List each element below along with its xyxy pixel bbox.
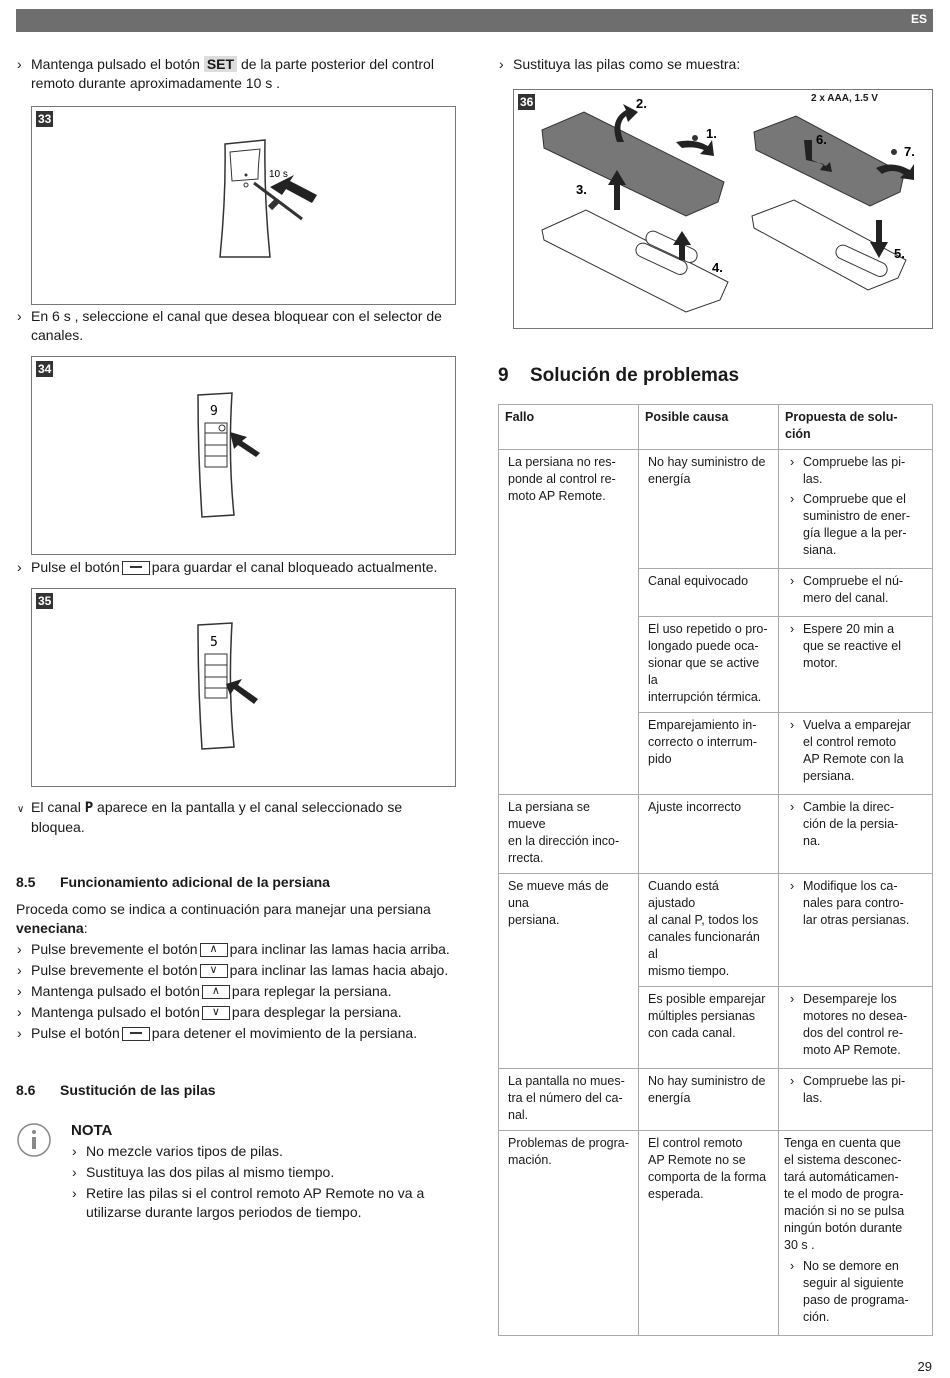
note-item: › Sustituya las dos pilas al mismo tiempo.: [71, 1163, 456, 1182]
fault-cell: Problemas de progra- mación.: [499, 1131, 639, 1336]
solution-item: › Desempareje los motores no desea- dos del control re- moto AP Remote.: [788, 991, 923, 1059]
intro-colon: :: [83, 920, 88, 936]
battery-replacement-illustration: [514, 90, 932, 328]
header-bar: [16, 9, 933, 32]
solution-cell: [779, 713, 933, 795]
operation-text: Mantenga pulsado el botón: [31, 1004, 200, 1020]
operation-text: Pulse el botón: [31, 1025, 120, 1041]
solution-cell: [779, 1069, 933, 1131]
solution-cell: [779, 795, 933, 874]
figure-35: [31, 588, 456, 787]
table-row: [499, 1131, 933, 1336]
down-button-icon: ∨: [202, 1006, 230, 1020]
step-text: aparece en la pantalla y el canal seleccionado se bloquea.: [31, 799, 403, 835]
section-9-heading: [498, 365, 933, 387]
section-8-6-heading: [16, 1081, 456, 1099]
cause-cell: El uso repetido o pro- longado puede oca- sionar que se active la interrupción térmica.: [639, 617, 779, 713]
operation-item: [16, 1024, 456, 1043]
step-label-1: 1.: [706, 126, 717, 141]
troubleshooting-table: [498, 404, 933, 1336]
solution-item: › Compruebe las pi- las.: [788, 1073, 923, 1107]
solution-list: [788, 621, 923, 672]
channel-p-key: P: [84, 800, 94, 816]
operation-text: Mantenga pulsado el botón: [31, 983, 200, 999]
solution-list: [788, 878, 923, 929]
cause-cell: Ajuste incorrecto: [639, 795, 779, 874]
step-text: para guardar el canal bloqueado actualmente.: [151, 559, 438, 575]
solution-item: › Modifique los ca- nales para contro- lar otras persianas.: [788, 878, 923, 929]
table-row: [499, 795, 933, 874]
operation-text: para inclinar las lamas hacia arriba.: [229, 941, 450, 957]
cause-cell: El control remoto AP Remote no se comporta de la forma esperada.: [639, 1131, 779, 1336]
table-row: [499, 450, 933, 569]
cause-cell: Es posible emparejar múltiples persianas con cada canal.: [639, 987, 779, 1069]
remote-back-illustration: [32, 107, 451, 304]
figure-34: [31, 356, 456, 555]
solution-list: [788, 717, 923, 785]
operation-text: para detener el movimiento de la persiana.: [151, 1025, 418, 1041]
step-text: Pulse el botón: [31, 559, 120, 575]
operation-text: Pulse brevemente el botón: [31, 941, 198, 957]
left-column: [16, 55, 456, 1099]
up-button-icon: ∧: [202, 985, 230, 999]
section-number: 9: [498, 365, 509, 386]
solution-item: › Vuelva a emparejar el control remoto AP Remote con la persiana.: [788, 717, 923, 785]
operation-text: Pulse brevemente el botón: [31, 962, 198, 978]
language-label: ES: [910, 12, 927, 26]
fault-cell: Se mueve más de una persiana.: [499, 874, 639, 1069]
operation-list: [16, 940, 456, 1043]
stop-button-icon: [122, 561, 150, 575]
operation-item: [16, 982, 456, 1001]
solution-item: › Compruebe que el suministro de ener- gía llegue a la per- siana.: [788, 491, 923, 559]
solution-list: [788, 799, 923, 850]
operation-item: [16, 1003, 456, 1022]
note-item: › Retire las pilas si el control remoto AP Remote no va a utilizarse durante largos periodos de tiempo.: [71, 1184, 456, 1222]
set-key: SET: [204, 56, 237, 72]
step-hold-set: [16, 55, 456, 93]
table-header: Propuesta de solu- ción: [779, 405, 933, 450]
solution-item: › No se demore en seguir al siguiente paso de programa- ción.: [788, 1258, 923, 1326]
section-title: Sustitución de las pilas: [60, 1082, 216, 1098]
fault-cell: La persiana no res- ponde al control re- moto AP Remote.: [499, 450, 639, 795]
fault-cell: La persiana se mueve en la dirección inco- rrecta.: [499, 795, 639, 874]
remote-channel-illustration: [32, 357, 451, 554]
table-body: [499, 450, 933, 1336]
solution-cell: [779, 874, 933, 987]
cause-cell: No hay suministro de energía: [639, 450, 779, 569]
note-item: › No mezcle varios tipos de pilas.: [71, 1142, 456, 1161]
step-label-5: 5.: [894, 246, 905, 261]
step-label-7: 7.: [904, 144, 915, 159]
solution-cell: [779, 987, 933, 1069]
solution-item: › Cambie la direc- ción de la persia- na.: [788, 799, 923, 850]
down-button-icon: ∨: [200, 964, 228, 978]
figure-number: 36: [520, 95, 534, 109]
solution-list: [788, 991, 923, 1059]
figure-33: [31, 106, 456, 305]
solution-cell: [779, 617, 933, 713]
intro-paragraph: [16, 900, 456, 938]
section-number: 8.6: [16, 1082, 36, 1098]
table-row: [499, 1069, 933, 1131]
note-title: NOTA: [71, 1122, 113, 1139]
step-label-3: 3.: [576, 182, 587, 197]
cause-cell: No hay suministro de energía: [639, 1069, 779, 1131]
solution-item: › Compruebe el nú- mero del canal.: [788, 573, 923, 607]
solution-item: › Compruebe las pi- las.: [788, 454, 923, 488]
cause-cell: Canal equivocado: [639, 569, 779, 617]
step-text: Mantenga pulsado el botón: [31, 56, 200, 72]
cause-cell: Emparejamiento in- correcto o interrum- pido: [639, 713, 779, 795]
operation-text: para inclinar las lamas hacia abajo.: [229, 962, 449, 978]
operation-text: para desplegar la persiana.: [231, 1004, 402, 1020]
fault-cell: La pantalla no mues- tra el número del ca- nal.: [499, 1069, 639, 1131]
step-text: El canal: [31, 799, 81, 815]
table-header: Posible causa: [639, 405, 779, 450]
cause-cell: Cuando está ajustado al canal P, todos los canales funcionarán al mismo tiempo.: [639, 874, 779, 987]
step-label-6: 6.: [816, 132, 827, 147]
channel-display: 9: [210, 404, 218, 419]
step-save-channel: [16, 558, 456, 577]
result-channel-locked: [16, 798, 456, 837]
step-label-4: 4.: [712, 260, 723, 275]
solution-cell: [779, 1131, 933, 1336]
figure-number: 33: [38, 112, 52, 126]
figure-number: 34: [38, 362, 52, 376]
step-select-channel: › En 6 s , seleccione el canal que desea bloquear con el selector de canales.: [16, 307, 456, 345]
step-replace-batteries: › Sustituya las pilas como se muestra:: [498, 55, 933, 74]
table-row: [499, 874, 933, 987]
stop-button-icon: [122, 1027, 150, 1041]
solution-cell: [779, 569, 933, 617]
solution-item: › Espere 20 min a que se reactive el motor.: [788, 621, 923, 672]
step-label-2: 2.: [636, 96, 647, 111]
note-items: [71, 1142, 456, 1222]
table-header: Fallo: [499, 405, 639, 450]
intro-text: Proceda como se indica a continuación para manejar una persiana: [16, 901, 431, 917]
up-button-icon: ∧: [200, 943, 228, 957]
remote-stop-illustration: [32, 589, 451, 786]
solution-list: [788, 1073, 923, 1107]
solution-list: [788, 454, 923, 559]
section-number: 8.5: [16, 874, 36, 890]
solution-cell: [779, 450, 933, 569]
right-column: [498, 55, 933, 1336]
page-number: 29: [917, 1359, 932, 1374]
solution-text: Tenga en cuenta que el sistema desconec- tará automáticamen- te el modo de progra- mación si no se pulsa ningún botón durante 30 s .: [784, 1136, 905, 1252]
section-8-5-heading: [16, 873, 456, 891]
battery-label: 2 x AAA, 1.5 V: [811, 93, 878, 104]
intro-bold: veneciana: [16, 920, 84, 936]
operation-text: para replegar la persiana.: [231, 983, 392, 999]
info-icon: [16, 1122, 52, 1158]
operation-item: [16, 961, 456, 980]
operation-item: [16, 940, 456, 959]
solution-list: [788, 1258, 923, 1326]
figure-36: [513, 89, 933, 329]
figure-number: 35: [38, 594, 52, 608]
solution-list: [788, 573, 923, 607]
section-title: Solución de problemas: [530, 365, 740, 386]
channel-display: 5: [210, 635, 218, 650]
section-title: Funcionamiento adicional de la persiana: [60, 874, 330, 890]
step-text: de la parte posterior del control remoto durante aproximadamente 10 s .: [31, 56, 434, 91]
duration-label: 10 s: [269, 169, 288, 180]
